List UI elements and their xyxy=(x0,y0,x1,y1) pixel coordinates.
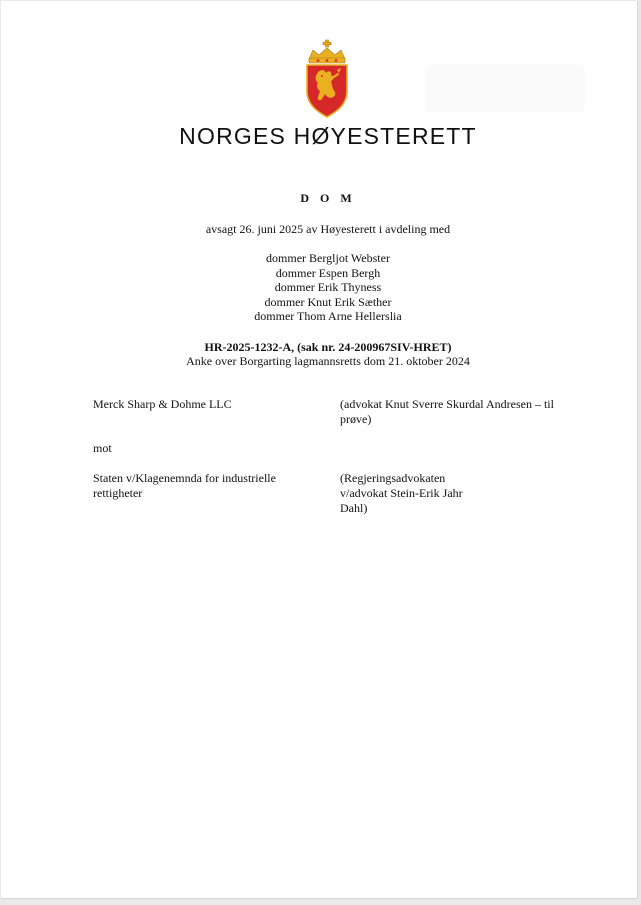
court-name: NORGES HØYESTERETT xyxy=(179,123,477,149)
document-title: D O M xyxy=(300,191,356,205)
appellant-name: Merck Sharp & Dohme LLC xyxy=(93,397,232,411)
judge-name: dommer Erik Thyness xyxy=(274,280,382,295)
judge-name: dommer Espen Bergh xyxy=(275,265,381,280)
judges-list xyxy=(1,251,641,324)
judge-name: dommer Bergljot Webster xyxy=(266,251,390,265)
faint-artifact xyxy=(425,65,585,113)
judge-name: dommer Thom Arne Hellerslia xyxy=(254,309,402,324)
versus-label: mot xyxy=(93,441,112,455)
respondent-counsel: (Regjeringsadvokaten v/advokat Stein-Erik Jahr Dahl) xyxy=(340,471,463,515)
document-page xyxy=(1,1,638,899)
judge-name: dommer Knut Erik Sæther xyxy=(264,294,392,309)
appeal-line: Anke over Borgarting lagmannsretts dom 21. oktober 2024 xyxy=(186,354,470,368)
case-number: HR-2025-1232-A, (sak nr. 24-200967SIV-HRET) xyxy=(204,340,452,354)
respondent-name: Staten v/Klagenemnda for industrielle rettigheter xyxy=(93,471,276,500)
appellant-counsel: (advokat Knut Sverre Skurdal Andresen – til prøve) xyxy=(340,397,554,426)
delivered-line: avsagt 26. juni 2025 av Høyesterett i avdeling med xyxy=(205,222,451,236)
coat-of-arms-icon xyxy=(303,39,351,119)
